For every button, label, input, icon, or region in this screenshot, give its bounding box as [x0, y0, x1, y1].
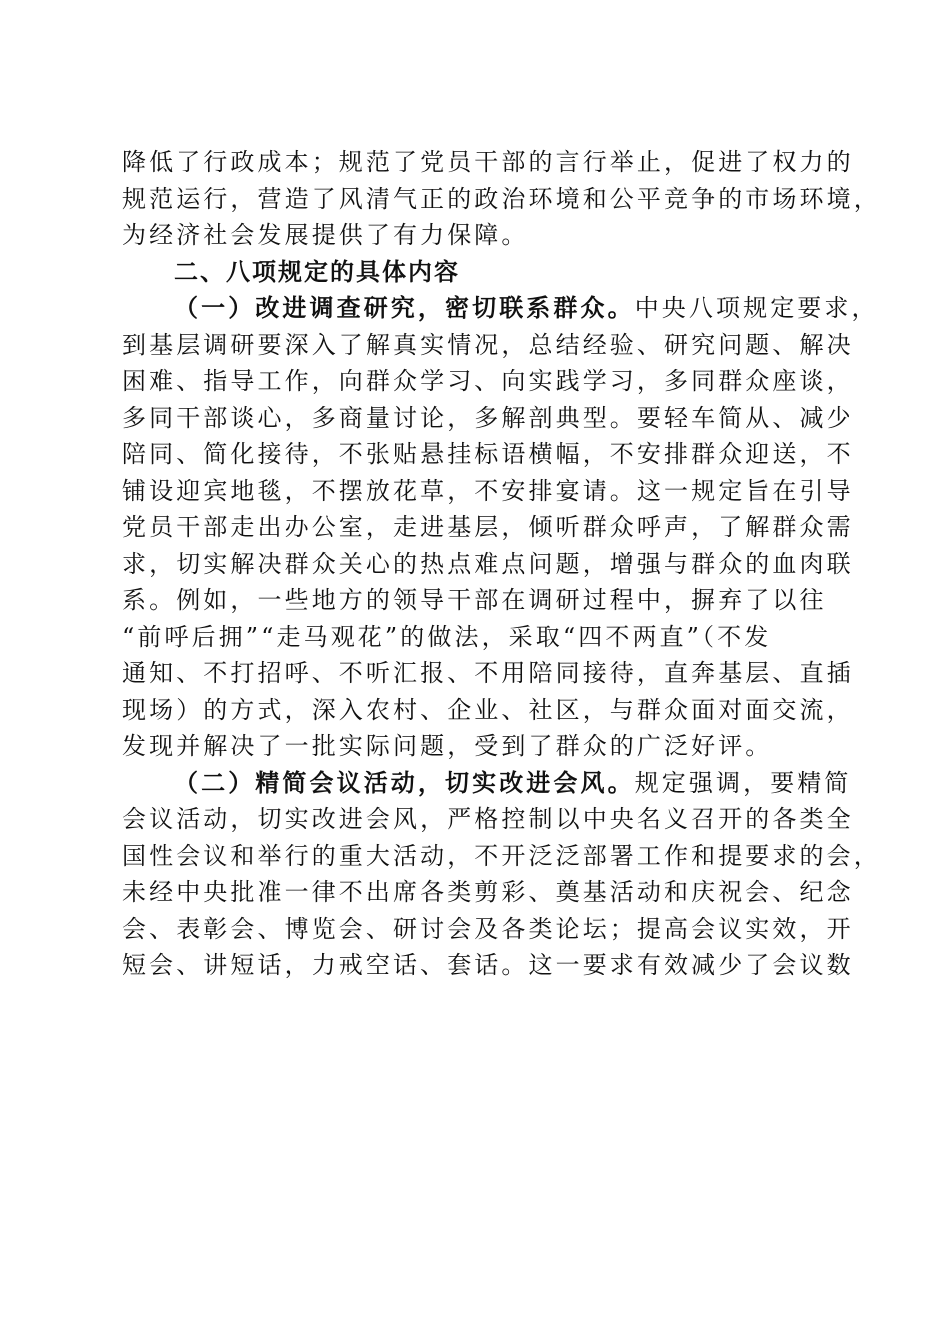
- paragraph-line: 降低了行政成本；规范了党员干部的言行举止，促进了权力的: [122, 148, 854, 176]
- subsection-2-first-line: [122, 765, 852, 802]
- paragraph-line: 困难、指导工作，向群众学习、向实践学习，多同群众座谈，: [122, 367, 854, 395]
- subsection-2-intro: 规定强调，要精简: [634, 768, 852, 797]
- paragraph-line: 短会、讲短话，力戒空话、套话。这一要求有效减少了会议数: [122, 951, 854, 979]
- subsection-2-title: （二）精简会议活动，切实改进会风。: [174, 768, 635, 797]
- document-body: [122, 144, 881, 984]
- subsection-1-first-line: [122, 290, 879, 327]
- paragraph-line: “前呼后拥”“走马观花”的做法，采取“四不两直”（不发: [122, 622, 772, 651]
- paragraph-line: 铺设迎宾地毯，不摆放花草，不安排宴请。这一规定旨在引导: [122, 476, 854, 505]
- paragraph-line: 通知、不打招呼、不听汇报、不用陪同接待，直奔基层、直插: [122, 659, 854, 687]
- subsection-1-intro: 中央八项规定要求，: [634, 294, 879, 322]
- paragraph-line: 未经中央批准一律不出席各类剪彩、奠基活动和庆祝会、纪念: [122, 878, 854, 906]
- paragraph-line: 党员干部走出办公室，走进基层，倾听群众呼声，了解群众需: [122, 513, 854, 541]
- paragraph-line: 会、表彰会、博览会、研讨会及各类论坛；提高会议实效，开: [122, 914, 854, 943]
- paragraph-line: 会议活动，切实改进会风，严格控制以中央名义召开的各类全: [122, 805, 854, 833]
- section-heading: 二、八项规定的具体内容: [174, 257, 460, 286]
- paragraph-line: 为经济社会发展提供了有力保障。: [122, 221, 529, 249]
- paragraph-line: 陪同、简化接待，不张贴悬挂标语横幅，不安排群众迎送，不: [122, 440, 854, 468]
- paragraph-line: 多同干部谈心，多商量讨论，多解剖典型。要轻车简从、减少: [122, 403, 854, 432]
- paragraph-line: 规范运行，营造了风清气正的政治环境和公平竞争的市场环境，: [122, 184, 881, 213]
- paragraph-line: 发现并解决了一批实际问题，受到了群众的广泛好评。: [122, 732, 773, 760]
- subsection-1-title: （一）改进调查研究，密切联系群众。: [174, 294, 635, 322]
- paragraph-line: 到基层调研要深入了解真实情况，总结经验、研究问题、解决: [122, 330, 854, 359]
- paragraph-line: 国性会议和举行的重大活动，不开泛泛部署工作和提要求的会，: [122, 841, 881, 870]
- paragraph-line: 系。例如，一些地方的领导干部在调研过程中，摒弃了以往: [122, 586, 827, 614]
- paragraph-line: 现场）的方式，深入农村、企业、社区，与群众面对面交流，: [122, 695, 854, 724]
- paragraph-line: 求，切实解决群众关心的热点难点问题，增强与群众的血肉联: [122, 549, 854, 578]
